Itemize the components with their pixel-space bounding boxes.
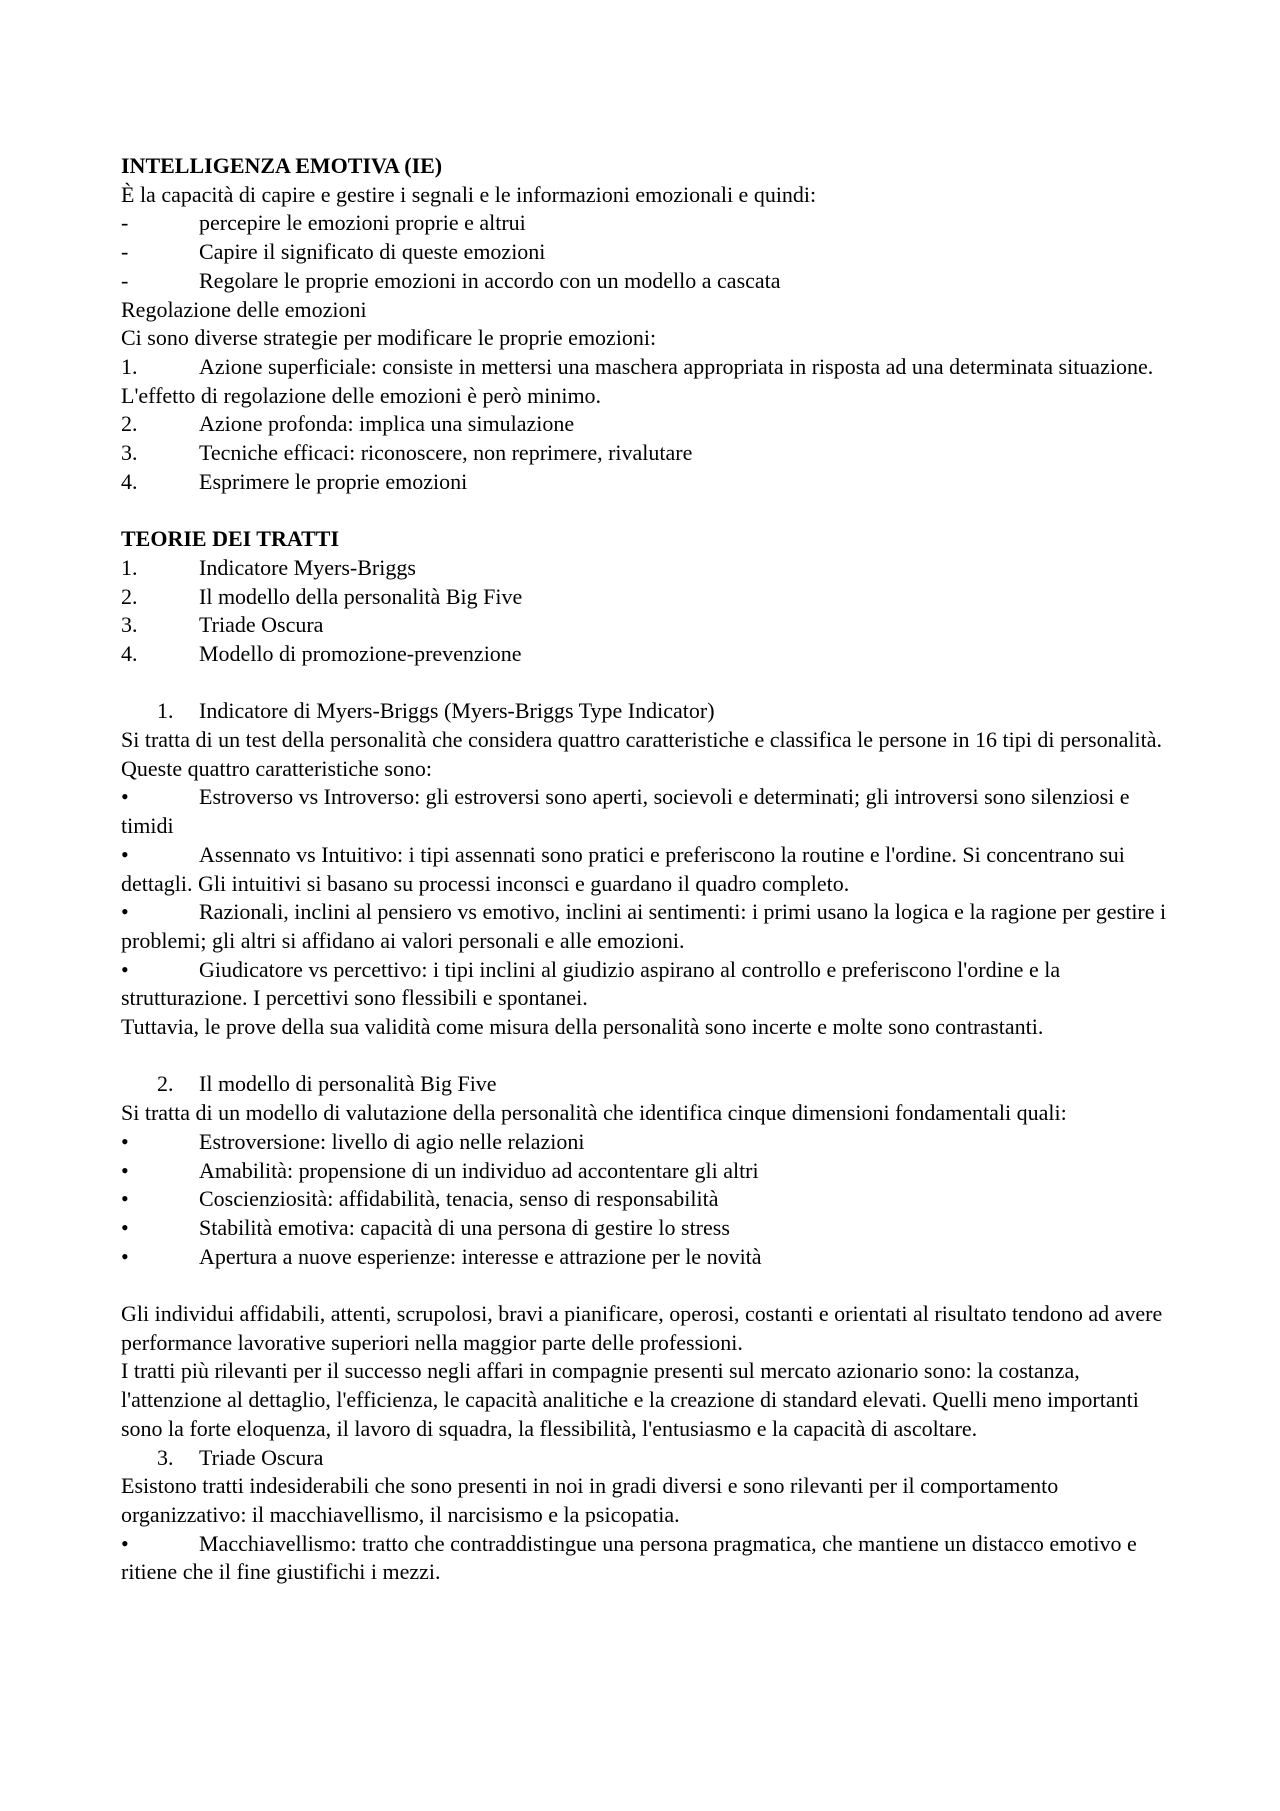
bigfive-paragraph: Gli individui affidabili, attenti, scrupolosi, bravi a pianificare, operosi, costanti e orientati al risultato tendono ad avere performance lavorative superiori nella maggior parte delle professioni. [121, 1301, 1163, 1355]
list-item: - Capire il significato di queste emozioni [121, 239, 546, 265]
mbti-intro: Si tratta di un test della personalità che considera quattro caratteristiche e classifica le persone in 16 tipi di personalità. Queste quattro caratteristiche sono: [121, 727, 1162, 781]
list-item: - Regolare le proprie emozioni in accordo con un modello a cascata [121, 267, 781, 293]
list-item: 2. Azione profonda: implica una simulazione [121, 411, 575, 437]
list-item: • Coscienziosità: affidabilità, tenacia, senso di responsabilità [121, 1186, 719, 1212]
ie-intro: È la capacità di capire e gestire i segnali e le informazioni emozionali e quindi: [121, 181, 817, 207]
list-item: • Stabilità emotiva: capacità di una persona di gestire lo stress [121, 1214, 730, 1240]
list-item: 4. Modello di promozione-prevenzione [121, 640, 522, 666]
list-item: • Apertura a nuove esperienze: interesse e attrazione per le novità [121, 1243, 762, 1269]
list-item: • Estroversione: livello di agio nelle relazioni [121, 1128, 585, 1154]
bigfive-paragraph: I tratti più rilevanti per il successo negli affari in compagnie presenti sul mercato azionario sono: la costanza, l'attenzione al dettaglio, l'efficienza, le capacità analitiche e la creazione di standard elevati. Quelli meno importanti sono la forte eloquenza, il lavoro di squadra, la flessibilità, l'entusiasmo e la capacità di ascoltare. [121, 1358, 1139, 1441]
list-item: 1. Azione superficiale: consiste in mettersi una maschera appropriata in risposta ad una determinata situazione. L'effetto di regolazione delle emozioni è però minimo. [121, 353, 1154, 408]
list-item: 4. Esprimere le proprie emozioni [121, 468, 468, 494]
triade-intro: Esistono tratti indesiderabili che sono presenti in noi in gradi diversi e sono rilevanti per il comportamento organizzativo: il macchiavellismo, il narcisismo e la psicopatia. [121, 1473, 1059, 1527]
document-page [121, 152, 1171, 1587]
bigfive-intro: Si tratta di un modello di valutazione della personalità che identifica cinque dimensioni fondamentali quali: [121, 1100, 1067, 1126]
subsection-heading-triade: 3. Triade Oscura [157, 1444, 324, 1470]
list-item: • Assennato vs Intuitivo: i tipi assennati sono pratici e preferiscono la routine e l'ordine. Si concentrano sui dettagli. Gli intuitivi si basano su processi inconsci e guardano il quadro completo. [121, 841, 1125, 896]
list-item: • Macchiavellismo: tratto che contraddistingue una persona pragmatica, che mantiene un distacco emotivo e ritiene che il fine giustifichi i mezzi. [121, 1530, 1137, 1585]
list-item: 2. Il modello della personalità Big Five [121, 583, 523, 609]
list-item: 3. Tecniche efficaci: riconoscere, non reprimere, rivalutare [121, 440, 693, 466]
mbti-outro: Tuttavia, le prove della sua validità come misura della personalità sono incerte e molte sono contrastanti. [121, 1014, 1044, 1040]
section-title-ie: INTELLIGENZA EMOTIVA (IE) [121, 153, 443, 178]
list-item: • Amabilità: propensione di un individuo ad accontentare gli altri [121, 1157, 759, 1183]
list-item: • Estroverso vs Introverso: gli estroversi sono aperti, socievoli e determinati; gli introversi sono silenziosi e timidi [121, 784, 1130, 839]
regolazione-title: Regolazione delle emozioni [121, 296, 367, 322]
section-title-tratti: TEORIE DEI TRATTI [121, 526, 340, 552]
list-item: • Razionali, inclini al pensiero vs emotivo, inclini ai sentimenti: i primi usano la logica e la ragione per gestire i problemi; gli altri si affidano ai valori personali e alle emozioni. [121, 899, 1167, 953]
list-item: 3. Triade Oscura [121, 612, 324, 638]
list-item: • Giudicatore vs percettivo: i tipi inclini al giudizio aspirano al controllo e preferiscono l'ordine e la strutturazione. I percettivi sono flessibili e spontanei. [121, 956, 1061, 1011]
list-item: 1. Indicatore Myers-Briggs [121, 554, 416, 580]
regolazione-intro: Ci sono diverse strategie per modificare le proprie emozioni: [121, 325, 657, 351]
list-item: - percepire le emozioni proprie e altrui [121, 210, 526, 236]
subsection-heading-mbti: 1. Indicatore di Myers-Briggs (Myers-Briggs Type Indicator) [157, 698, 715, 724]
subsection-heading-bigfive: 2. Il modello di personalità Big Five [157, 1071, 497, 1097]
